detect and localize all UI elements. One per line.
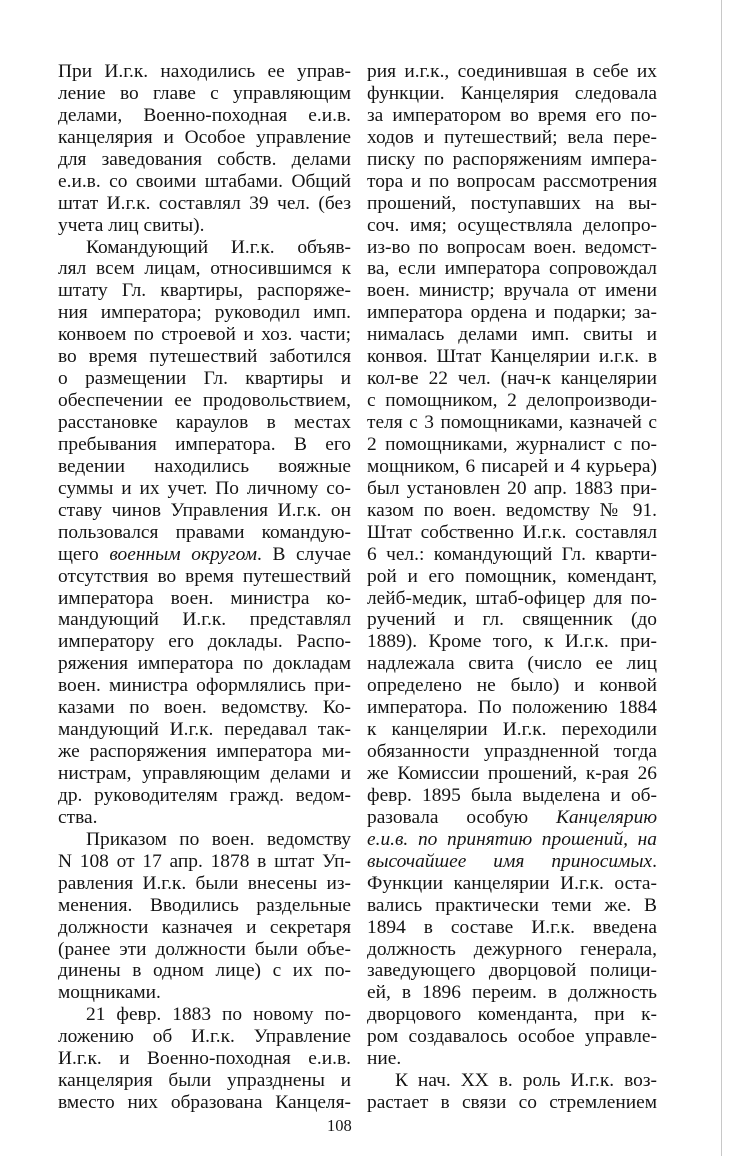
text-line [367,368,657,390]
text-line [58,829,351,851]
text-line [58,763,351,785]
italic-term: высочайшее имя приносимых [367,850,653,872]
text-column-right [367,61,657,1114]
text-segment: обеспечении ее продовольствием, [58,390,351,412]
text-segment: ей, в 1896 переим. в должность [367,982,657,1004]
italic-term: е.и.в. по принятию прошений, на [367,828,657,850]
text-line [58,785,351,807]
text-line [58,609,351,631]
text-line [58,368,351,390]
text-segment: мандующий И.г.к. представлял [58,609,351,631]
text-segment: ряжения императора по докладам [58,653,351,675]
text-line [58,895,351,917]
text-segment: ставу чинов Управления И.г.к. он [58,499,351,521]
text-line [58,566,351,588]
text-line [58,939,351,961]
text-line [58,127,351,149]
text-segment: рия и.г.к., соединившая в себе их [367,61,657,82]
text-line [58,807,351,829]
text-line [367,522,657,544]
text-segment: ведении находились вояжные [58,455,351,477]
text-line [367,566,657,588]
text-segment: конвоем по строевой и хоз. части; [58,324,351,346]
text-segment: же распоряжения императора ми- [58,741,351,763]
text-line [367,960,657,982]
text-segment: вместо них образована Канцеля- [58,1092,351,1114]
text-segment: Штат собственно И.г.к. составлял [367,521,657,543]
text-line [367,456,657,478]
text-segment: . В случае [256,543,351,565]
text-segment: лял всем лицам, относившимся к [58,258,351,280]
text-segment: разовала особую [367,806,556,828]
text-segment: лейб-медик, штаб-офицер для по- [367,587,657,609]
text-line [367,1026,657,1048]
text-segment: воен. министра оформлялись при- [58,675,351,697]
text-segment: делами, Военно-походная е.и.в. [58,104,351,126]
text-segment: тора и по вопросам рассмотрения [367,170,657,192]
text-segment: динены в одном лице) с их по- [58,960,351,982]
text-line [58,215,351,237]
text-segment: должность дежурного генерала, [367,938,657,960]
text-segment: с помощником, 2 делопроизводи- [367,390,657,412]
text-line [367,895,657,917]
text-segment: . [652,850,657,872]
text-line [58,149,351,171]
text-segment: теля с 3 помощниками, казначей с [367,412,657,433]
text-line [58,237,351,259]
text-line [367,127,657,149]
text-line [58,675,351,697]
text-line [58,873,351,895]
text-segment: др. руководителям гражд. ведом- [58,784,351,806]
text-segment: ства. [58,806,98,828]
text-line [58,302,351,324]
text-line [367,1004,657,1026]
text-segment: надлежала свита (число ее лиц [367,653,657,675]
text-segment: штат И.г.к. составлял 39 чел. (без [58,192,351,214]
text-line [367,741,657,763]
text-segment: Функции канцелярии И.г.к. оста- [367,872,657,894]
text-segment: о размещении Гл. квартиры и [58,368,351,390]
text-segment: должности казначея и секретаря [58,916,351,938]
text-line [367,434,657,456]
text-segment: ния императора; руководил имп. [58,302,351,324]
text-segment: вались практически теми же. В [367,894,657,916]
text-segment: рой и его помощник, комендант, [367,565,657,587]
text-line [367,719,657,741]
text-line [367,193,657,215]
text-segment: февр. 1895 была выделена и об- [367,784,657,806]
text-segment: за императором во время его по- [367,104,657,126]
text-line [58,346,351,368]
text-segment: определено не было) и конвой [367,675,657,697]
text-line [367,631,657,653]
text-segment: щего [58,543,110,565]
text-line [58,653,351,675]
text-column-left [58,61,351,1114]
text-segment: был установлен 20 апр. 1883 при- [367,477,657,499]
text-segment: N 108 от 17 апр. 1878 в штат Уп- [58,850,351,872]
text-line [367,215,657,237]
text-line [367,544,657,566]
text-segment: 1894 в составе И.г.к. введена [367,916,657,938]
text-segment: К нач. XX в. роль И.г.к. воз- [395,1070,657,1092]
text-line [58,193,351,215]
text-segment: мощником, 6 писарей и 4 курьера) [367,455,657,477]
text-segment: суммы и их учет. По личному со- [58,477,351,499]
text-line [367,171,657,193]
text-line [367,653,657,675]
text-segment: е.и.в. со своими штабами. Общий [58,170,351,192]
text-segment: При И.г.к. находились ее управ- [58,61,351,82]
text-line [367,785,657,807]
text-segment: ложению об И.г.к. Управление [58,1026,351,1048]
text-line [367,917,657,939]
text-line [58,434,351,456]
italic-term: Канцелярию [555,806,657,828]
text-segment: 1889). Кроме того, к И.г.к. при- [367,631,657,653]
text-line [367,873,657,895]
text-line [58,478,351,500]
italic-term: военным округом [109,543,257,565]
text-segment: И.г.к. и Военно-походная е.и.в. [58,1048,351,1070]
text-segment: заведующего дворцовой полици- [367,960,657,982]
text-line [58,105,351,127]
scan-edge-line [721,0,722,1156]
text-line [367,1092,657,1114]
text-line [58,1048,351,1070]
text-segment: императора воен. министра ко- [58,587,351,609]
text-segment: нималась делами имп. свиты и [367,324,657,346]
text-segment: к канцелярии И.г.к. переходили [367,719,657,741]
text-line [367,258,657,280]
text-segment: для заведования собств. делами [58,148,351,170]
text-segment: пребывания императора. В его [58,433,351,455]
text-segment: 2 помощниками, журналист с по- [367,433,657,455]
text-line [58,1026,351,1048]
text-segment: ление во главе с управляющим [58,82,351,104]
text-line [367,346,657,368]
text-line [58,412,351,434]
text-line [367,851,657,873]
text-line [58,280,351,302]
text-line [58,171,351,193]
text-segment: ва, если императора сопровождал [367,258,657,280]
text-line [367,83,657,105]
text-line [58,631,351,653]
text-segment: пользовался правами командую- [58,521,351,543]
text-line [58,500,351,522]
text-segment: ходов и путешествий; вела пере- [367,126,657,148]
text-line [367,1048,657,1070]
text-segment: мощниками. [58,982,161,1004]
text-segment: императору его доклады. Распо- [58,631,351,653]
text-line [58,697,351,719]
text-line [367,609,657,631]
text-segment: кол-ве 22 чел. (нач-к канцелярии [367,368,657,390]
text-line [58,258,351,280]
text-segment: мандующий И.г.к. передавал так- [58,719,351,741]
text-segment: писку по распоряжениям импера- [367,148,657,170]
page-number: 108 [327,1116,352,1135]
text-segment: воен. министр; вручала от имени [367,280,657,302]
text-segment: нистрам, управляющим делами и [58,763,351,784]
text-line [367,939,657,961]
text-segment: ние. [367,1048,402,1070]
text-line [367,478,657,500]
text-segment: же Комиссии прошений, к-рая 26 [367,763,657,784]
text-segment: 6 чел.: командующий Гл. кварти- [367,543,657,565]
text-line [58,588,351,610]
text-line [367,500,657,522]
text-segment: прошений, поступавших на вы- [367,192,657,214]
text-segment: императора ордена и подарки; за- [367,302,657,324]
text-line [58,917,351,939]
text-segment: ром создавалось особое управле- [367,1026,657,1048]
text-line [367,697,657,719]
text-line [58,960,351,982]
text-segment: Командующий И.г.к. объяв- [86,236,351,258]
text-line [367,302,657,324]
text-line [58,1070,351,1092]
text-line [367,149,657,171]
text-segment: канцелярия были упразднены и [58,1070,351,1092]
text-segment: штату Гл. квартиры, распоряже- [58,280,351,302]
text-segment: обязанности упраздненной тогда [367,741,657,763]
text-line [58,456,351,478]
text-line [367,324,657,346]
text-segment: растает в связи со стремлением [367,1092,657,1114]
text-line [58,544,351,566]
text-line [58,851,351,873]
text-segment: Приказом по воен. ведомству [86,828,351,850]
text-line [58,741,351,763]
text-line [367,61,657,83]
text-segment: казами по воен. ведомству. Ко- [58,697,351,719]
text-segment: дворцового коменданта, при к- [367,1004,657,1026]
text-line [367,412,657,434]
text-line [58,324,351,346]
text-line [58,390,351,412]
text-segment: отсутствия во время путешествий [58,565,351,587]
text-segment: (ранее эти должности были объе- [58,938,351,960]
text-line [58,83,351,105]
text-line [367,829,657,851]
text-line [58,719,351,741]
text-segment: учета лиц свиты). [58,214,205,236]
text-segment: функции. Канцелярия следовала [367,82,657,104]
text-line [367,807,657,829]
text-line [58,522,351,544]
text-segment: расстановке караулов в местах [58,412,351,433]
text-segment: императора. По положению 1884 [367,697,657,719]
text-line [367,237,657,259]
text-line [58,982,351,1004]
text-segment: менения. Вводились раздельные [58,894,351,916]
text-line [367,390,657,412]
text-segment: конвоя. Штат Канцелярии и.г.к. в [367,346,657,368]
text-line [367,763,657,785]
text-line [367,675,657,697]
text-line [58,61,351,83]
text-line [367,1070,657,1092]
text-segment: во время путешествий заботился [58,346,351,368]
text-line [58,1092,351,1114]
text-segment: казом по воен. ведомству № 91. [367,499,657,521]
text-line [367,588,657,610]
text-segment: 21 февр. 1883 по новому по- [86,1004,351,1026]
text-segment: ручений и гл. священник (до [367,609,657,631]
text-segment: равления И.г.к. были внесены из- [58,872,351,894]
text-segment: канцелярия и Особое управление [58,126,351,148]
text-line [367,105,657,127]
text-line [367,982,657,1004]
text-segment: из-во по вопросам воен. ведомст- [367,236,657,258]
text-segment: соч. имя; осуществляла делопро- [367,214,657,236]
text-line [367,280,657,302]
text-line [58,1004,351,1026]
